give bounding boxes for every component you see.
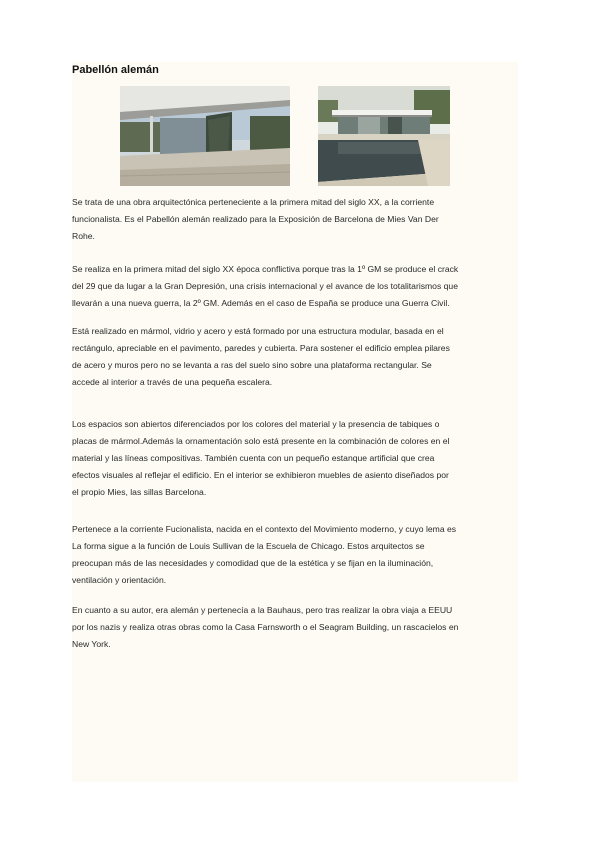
paragraph-line: Pertenece a la corriente Fucionalista, nacida en el contexto del Movimiento moderno, y cuyo lema es [72,524,457,534]
paragraph-line: de acero y muros pero no se levanta a ras del suelo sino sobre una plataforma rectangular. Se [72,360,432,370]
paragraph-5 [72,521,527,589]
paragraph-line: New York. [72,639,111,649]
paragraph-line: material y las líneas compositivas. También cuenta con un pequeño estanque artificial que crea [72,453,435,463]
paragraph-line: funcionalista. Es el Pabellón alemán realizado para la Exposición de Barcelona de Mies Van Der [72,214,439,224]
paragraph-line: En cuanto a su autor, era alemán y pertenecía a la Bauhaus, pero tras realizar la obra viaja a EEUU [72,605,453,615]
paragraph-line: placas de mármol.Además la ornamentación solo está presente en la combinación de colores en el [72,436,450,446]
paragraph-line: rectángulo, apreciable en el pavimento, paredes y cubierta. Para sostener el edificio emplea pilares [72,343,450,353]
paragraph-line: llevarán a una nueva guerra, la 2º GM. Además en el caso de España se produce una Guerra Civil. [72,298,450,308]
paragraph-line: por los nazis y realiza otras obras como la Casa Farnsworth o el Seagram Building, un rascacielos en [72,622,459,632]
paragraph-line: Se trata de una obra arquitectónica perteneciente a la primera mitad del siglo XX, a la corriente [72,197,435,207]
paragraph-line: el propio Mies, las sillas Barcelona. [72,487,207,497]
paragraph-line: ventilación y orientación. [72,575,167,585]
paragraph-1 [72,194,527,245]
paragraph-line: efectos visuales al reflejar el edificio. En el interior se exhibieron muebles de asiento diseñados por [72,470,449,480]
paragraph-line: Los espacios son abiertos diferenciados por los colores del material y la presencia de tabiques o [72,419,440,429]
paragraph-line: del 29 que da lugar a la Gran Depresión, una crisis internacional y el avance de los totalitarismos que [72,281,458,291]
document-title: Pabellón alemán [72,64,159,76]
paragraph-line: Rohe. [72,231,95,241]
pavilion-photo-pool [318,86,450,186]
paragraph-line: Está realizado en mármol, vidrio y acero y está formado por una estructura modular, basada en el [72,326,444,336]
paragraph-6 [72,602,527,653]
pavilion-photo-interior [120,86,290,186]
paragraph-line: Se realiza en la primera mitad del siglo XX época conflictiva porque tras la 1º GM se produce el crack [72,264,459,274]
paragraph-4 [72,416,518,501]
paragraph-2 [72,261,527,312]
paragraph-line: preocupan más de las necesidades y comodidad que de la estética y se fijan en la iluminación, [72,558,434,568]
paragraph-line: accede al interior a través de una pequeña escalera. [72,377,273,387]
paragraph-line: La forma sigue a la función de Louis Sullivan de la Escuela de Chicago. Estos arquitectos se [72,541,425,551]
paragraph-3 [72,323,527,391]
